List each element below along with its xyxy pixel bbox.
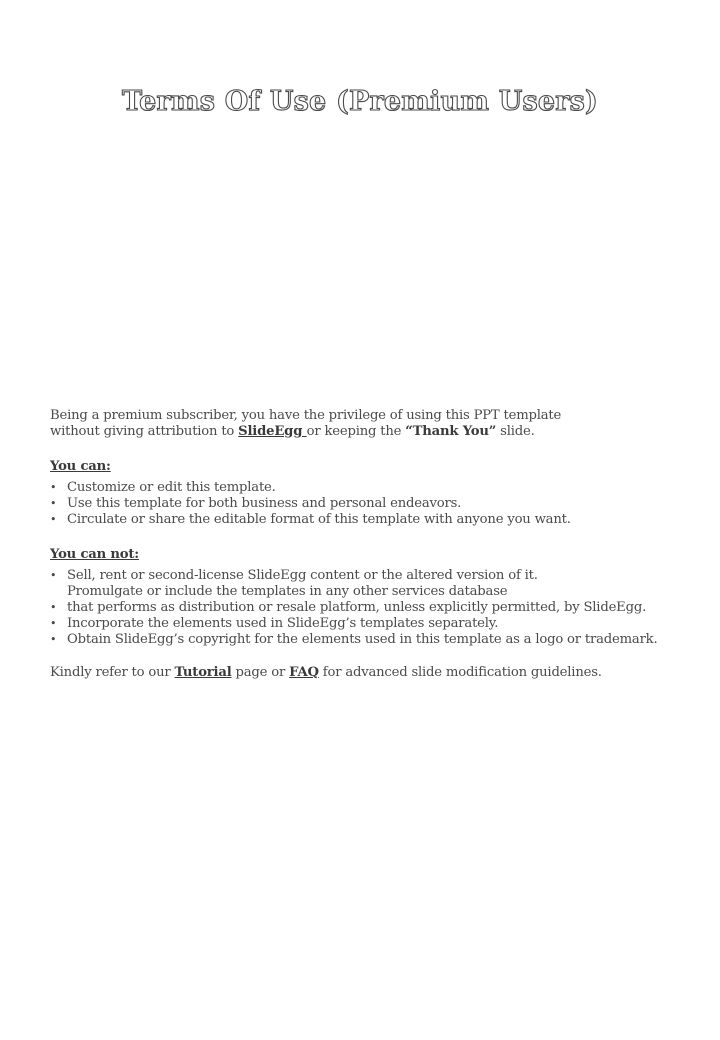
list-item: • Customize or edit this template.: [50, 480, 690, 496]
footer-paragraph: [50, 665, 690, 681]
intro-line-2-suffix: slide.: [496, 424, 535, 439]
list-item: • Obtain SlideEgg’s copyright for the elements used in this template as a logo or trademark.: [50, 632, 690, 648]
list-item: • Incorporate the elements used in SlideEgg’s templates separately.: [50, 616, 690, 632]
faq-link[interactable]: FAQ: [289, 665, 319, 680]
intro-line-1: Being a premium subscriber, you have the privilege of using this PPT template: [50, 408, 562, 423]
list-item: • Sell, rent or second-license SlideEgg content or the altered version of it.: [50, 568, 690, 584]
intro-paragraph: [50, 408, 690, 440]
slideegg-link[interactable]: SlideEgg: [238, 424, 307, 439]
list-item: • that performs as distribution or resale platform, unless explicitly permitted, by SlideEgg.: [50, 600, 690, 616]
page-title: Terms Of Use (Premium Users): [121, 86, 599, 117]
intro-line-2-mid: or keeping the: [306, 424, 406, 439]
list-item: • Use this template for both business and personal endeavors.: [50, 496, 690, 512]
footer-prefix: Kindly refer to our: [50, 665, 175, 680]
you-can-not-list: [50, 568, 690, 648]
thank-you-text: “Thank You”: [405, 424, 497, 439]
tutorial-link[interactable]: Tutorial: [174, 665, 232, 680]
you-can-heading: You can:: [50, 459, 111, 474]
terms-content: [50, 408, 690, 681]
list-item: • Circulate or share the editable format of this template with anyone you want.: [50, 512, 690, 528]
list-item: Promulgate or include the templates in any other services database: [67, 584, 508, 599]
footer-mid: page or: [231, 665, 290, 680]
footer-suffix: for advanced slide modification guidelines.: [318, 665, 602, 680]
you-can-not-heading: You can not:: [50, 547, 139, 562]
intro-line-2-prefix: without giving attribution to: [50, 424, 239, 439]
you-can-list: [50, 480, 690, 528]
